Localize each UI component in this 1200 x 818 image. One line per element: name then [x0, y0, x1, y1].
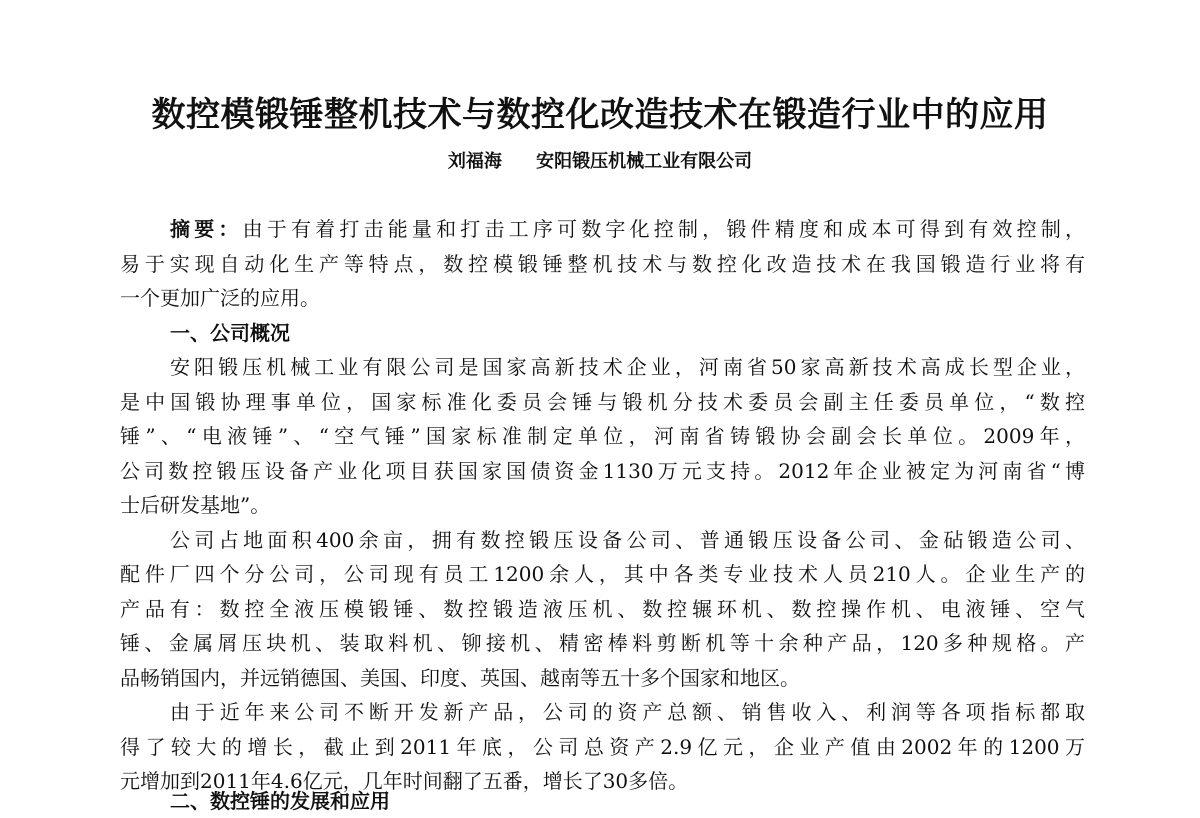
author-affiliation: 安阳锻压机械工业有限公司 [536, 151, 753, 172]
paragraph-line: 品畅销国内，并远销德国、美国、印度、英国、越南等五十多个国家和地区。 [120, 665, 800, 690]
abstract-label: 摘要： [170, 217, 243, 241]
author-name: 刘福海 [447, 151, 502, 172]
paragraph-line: 是中国锻协理事单位，国家标准化委员会锤与锻机分技术委员会副主任委员单位，“数控 [120, 389, 1085, 414]
document-title: 数控模锻锤整机技术与数控化改造技术在锻造行业中的应用 [151, 95, 1049, 135]
abstract-text: 由于有着打击能量和打击工序可数字化控制，锻件精度和成本可得到有效控制， [242, 217, 1086, 241]
abstract-line: 易于实现自动化生产等特点，数控模锻锤整机技术与数控化改造技术在我国锻造行业将有 [120, 251, 1085, 276]
section-heading: 二、数控锤的发展和应用 [170, 789, 390, 813]
byline [0, 148, 1200, 176]
abstract-line [120, 212, 1085, 247]
paragraph-line: 公司数控锻压设备产业化项目获国家国债资金1130万元支持。2012年企业被定为河南省“博 [120, 458, 1085, 483]
paragraph-line: 锤、金属屑压块机、装取料机、铆接机、精密棒料剪断机等十余种产品，120多种规格。产 [120, 631, 1085, 655]
abstract-line: 一个更加广泛的应用。 [120, 286, 320, 310]
paragraph-line: 产品有：数控全液压模锻锤、数控锻造液压机、数控辗环机、数控操作机、电液锤、空气 [120, 596, 1085, 621]
section-heading: 一、公司概况 [170, 320, 290, 345]
paragraph-line: 配件厂四个分公司，公司现有员工1200余人，其中各类专业技术人员210人。企业生产的 [120, 562, 1085, 586]
paragraph-line: 元增加到2011年4.6亿元，几年时间翻了五番，增长了30多倍。 [120, 769, 689, 793]
paragraph-line: 得了较大的增长，截止到2011年底，公司总资产2.9亿元，企业产值由2002年的1200万 [120, 734, 1085, 759]
paragraph-line: 公司占地面积400余亩，拥有数控锻压设备公司、普通锻压设备公司、金砧锻造公司、 [170, 527, 1085, 552]
paragraph-line: 由于近年来公司不断开发新产品，公司的资产总额、销售收入、利润等各项指标都取 [170, 700, 1085, 724]
paragraph-line: 士后研发基地”。 [120, 493, 271, 517]
paragraph-line: 安阳锻压机械工业有限公司是国家高新技术企业，河南省50家高新技术高成长型企业， [170, 355, 1085, 379]
body-text [120, 212, 1085, 799]
paragraph-line: 锤”、“电液锤”、“空气锤”国家标准制定单位，河南省铸锻协会副会长单位。2009年， [120, 424, 1085, 448]
section-heading-cutoff [170, 776, 570, 813]
